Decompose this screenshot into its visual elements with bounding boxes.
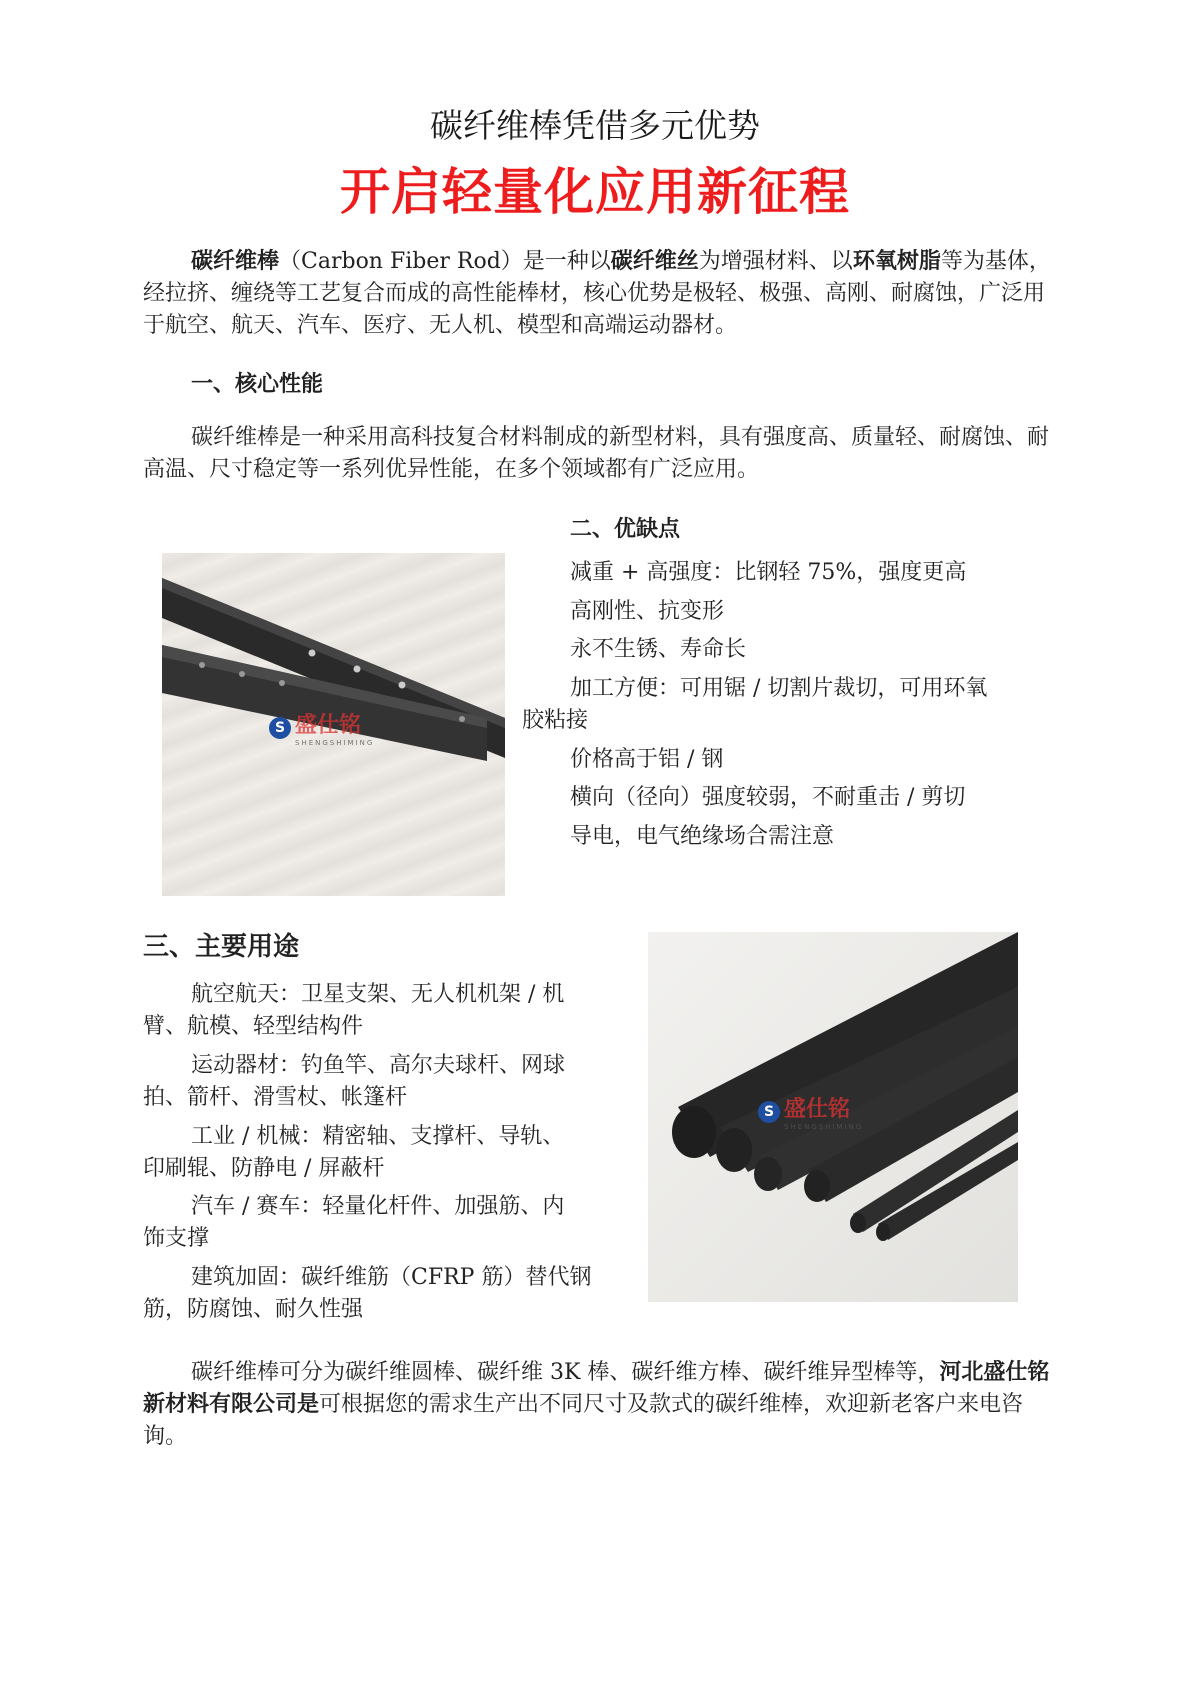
intro-paragraph bbox=[143, 246, 1053, 342]
watermark-logo bbox=[269, 708, 374, 747]
use-item-cont: 饰支撑 bbox=[143, 1226, 210, 1251]
pros-cons-item: 高刚性、抗变形 bbox=[570, 599, 725, 624]
pros-cons-item: 永不生锈、寿命长 bbox=[570, 637, 747, 662]
pros-cons-item: 减重 + 高强度：比钢轻 75%，强度更高 bbox=[570, 560, 967, 585]
intro-text: 为增强材料、以 bbox=[698, 249, 853, 274]
page-title: 碳纤维棒凭借多元优势 bbox=[430, 106, 760, 145]
watermark-brand: 盛仕铭 bbox=[295, 713, 362, 738]
closing-paragraph bbox=[143, 1357, 1053, 1453]
use-item-cont: 筋，防腐蚀、耐久性强 bbox=[143, 1297, 364, 1322]
core-paragraph: 碳纤维棒是一种采用高科技复合材料制成的新型材料，具有强度高、质量轻、耐腐蚀、耐高温、尺寸稳定等一系列优异性能，在多个领域都有广泛应用。 bbox=[143, 425, 1050, 482]
use-item-cont: 臂、航模、轻型结构件 bbox=[143, 1014, 364, 1039]
use-item: 航空航天：卫星支架、无人机机架 / 机 bbox=[191, 982, 565, 1007]
watermark-sub: SHENGSHIMING bbox=[784, 1123, 864, 1131]
intro-term-fiber: 碳纤维丝 bbox=[610, 249, 699, 274]
use-item: 工业 / 机械：精密轴、支撑杆、导轨、 bbox=[191, 1124, 565, 1149]
pros-cons-item: 加工方便：可用锯 / 切割片裁切，可用环氧 bbox=[570, 676, 988, 701]
use-item: 建筑加固：碳纤维筋（CFRP 筋）替代钢 bbox=[191, 1265, 592, 1290]
intro-text: 等为基体，经拉挤、缠绕等工艺复合而成的高性能棒材，核心优势是极轻、极强、高刚、耐腐蚀，广泛用于航空、航天、汽车、医疗、无人机、模型和高端运动器材。 bbox=[143, 249, 1051, 338]
section-heading-pros-cons: 二、优缺点 bbox=[570, 517, 681, 542]
section-heading-uses: 三、主要用途 bbox=[143, 932, 300, 962]
pros-cons-item: 横向（径向）强度较弱，不耐重击 / 剪切 bbox=[570, 785, 966, 810]
page-headline: 开启轻量化应用新征程 bbox=[340, 163, 850, 221]
intro-term: 碳纤维棒 bbox=[191, 249, 280, 274]
logo-s-icon: S bbox=[758, 1101, 780, 1123]
watermark-logo bbox=[758, 1092, 863, 1131]
round-rod-photo bbox=[648, 932, 1018, 1302]
use-item-cont: 印刷辊、防静电 / 屏蔽杆 bbox=[143, 1156, 385, 1181]
square-rod-photo bbox=[162, 553, 505, 896]
use-item: 运动器材：钓鱼竿、高尔夫球杆、网球 bbox=[191, 1053, 566, 1078]
use-item: 汽车 / 赛车：轻量化杆件、加强筋、内 bbox=[191, 1194, 565, 1219]
logo-s-icon: S bbox=[269, 717, 291, 739]
watermark-brand: 盛仕铭 bbox=[784, 1097, 851, 1122]
pros-cons-item-cont: 胶粘接 bbox=[522, 708, 589, 733]
pros-cons-item: 价格高于铝 / 钢 bbox=[570, 747, 724, 772]
use-item-cont: 拍、箭杆、滑雪杖、帐篷杆 bbox=[143, 1085, 408, 1110]
company-name: 河北盛仕铭新材料有限公司是 bbox=[143, 1360, 1050, 1417]
intro-text: （Carbon Fiber Rod）是一种以 bbox=[279, 249, 611, 274]
watermark-sub: SHENGSHIMING bbox=[295, 739, 375, 747]
closing-text: 碳纤维棒可分为碳纤维圆棒、碳纤维 3K 棒、碳纤维方棒、碳纤维异型棒等， bbox=[191, 1360, 940, 1385]
pros-cons-item: 导电，电气绝缘场合需注意 bbox=[570, 824, 835, 849]
closing-text: 可根据您的需求生产出不同尺寸及款式的碳纤维棒，欢迎新老客户来电咨询。 bbox=[143, 1392, 1024, 1449]
intro-term-resin: 环氧树脂 bbox=[852, 249, 941, 274]
section-heading-core: 一、核心性能 bbox=[191, 372, 324, 397]
